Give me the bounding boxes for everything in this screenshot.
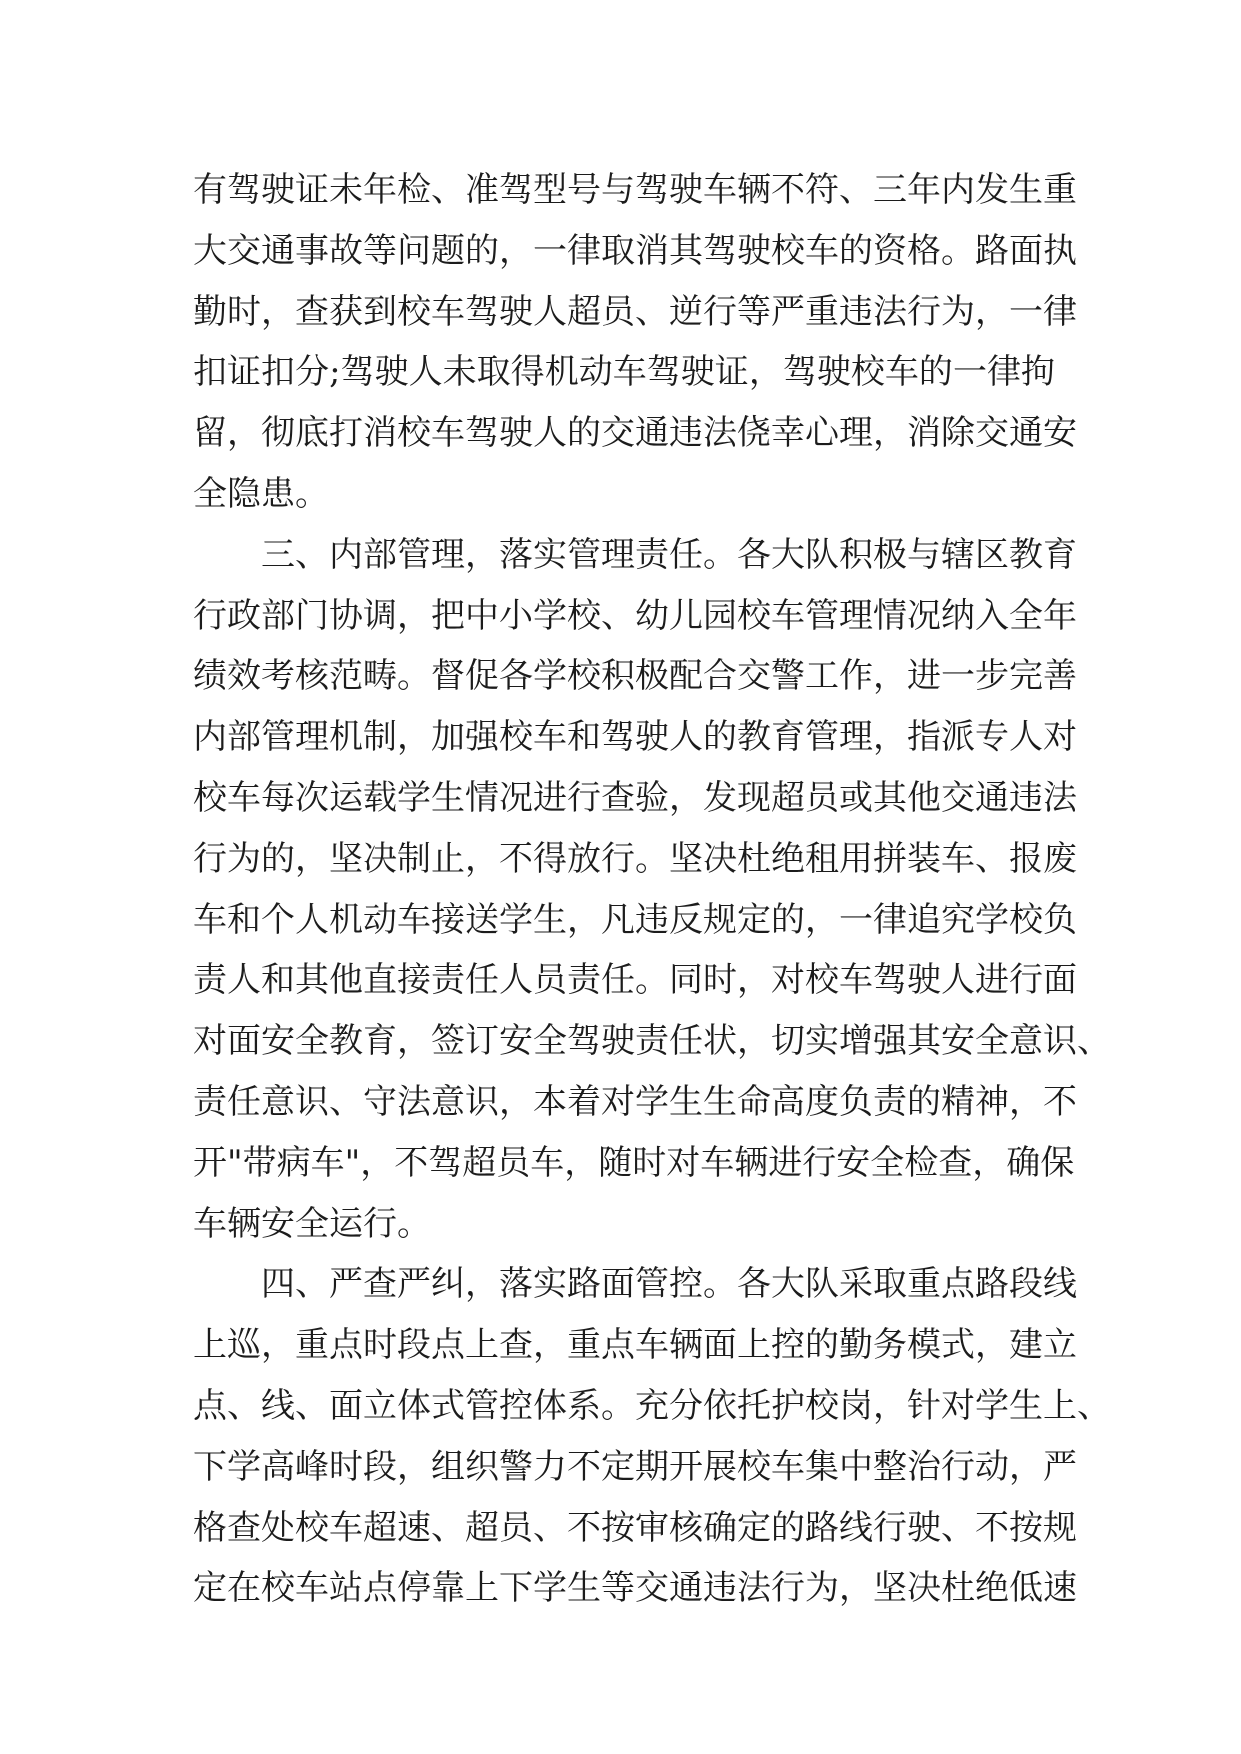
paragraph-internal-management: [193, 525, 1111, 1255]
text-line: 全隐患。: [193, 473, 329, 514]
text-line: 定在校车站点停靠上下学生等交通违法行为，坚决杜绝低速: [193, 1568, 1077, 1609]
text-line: 责任意识、守法意识，本着对学生生命高度负责的精神，不: [193, 1081, 1077, 1122]
document-body: [193, 160, 1111, 1619]
paragraph-heading-line: 三、内部管理，落实管理责任。各大队积极与辖区教育: [261, 534, 1077, 575]
text-line: 内部管理机制，加强校车和驾驶人的教育管理，指派专人对: [193, 717, 1077, 758]
text-line: 大交通事故等问题的，一律取消其驾驶校车的资格。路面执: [193, 230, 1077, 271]
text-line: 有驾驶证未年检、准驾型号与驾驶车辆不符、三年内发生重: [193, 170, 1077, 210]
text-line: 上巡，重点时段点上查，重点车辆面上控的勤务模式，建立: [193, 1325, 1077, 1366]
paragraph-heading-line: 四、严查严纠，落实路面管控。各大队采取重点路段线: [261, 1264, 1077, 1305]
text-line: 校车每次运载学生情况进行查验，发现超员或其他交通违法: [193, 777, 1077, 818]
text-line: 车辆安全运行。: [193, 1203, 431, 1244]
text-line: 扣证扣分;驾驶人未取得机动车驾驶证，驾驶校车的一律拘: [193, 352, 1055, 393]
text-line: 格查处校车超速、超员、不按审核确定的路线行驶、不按规: [193, 1507, 1077, 1548]
text-line: 对面安全教育，签订安全驾驶责任状，切实增强其安全意识、: [193, 1021, 1111, 1062]
text-line: 下学高峰时段，组织警力不定期开展校车集中整治行动，严: [193, 1446, 1077, 1487]
text-line: 行政部门协调，把中小学校、幼儿园校车管理情况纳入全年: [193, 595, 1077, 636]
text-line: 责人和其他直接责任人员责任。同时，对校车驾驶人进行面: [193, 960, 1077, 1001]
text-line: 留，彻底打消校车驾驶人的交通违法侥幸心理，消除交通安: [193, 413, 1077, 454]
paragraph-strict-inspection: [193, 1254, 1111, 1619]
text-line: 点、线、面立体式管控体系。充分依托护校岗，针对学生上、: [193, 1385, 1111, 1426]
text-line: 勤时，查获到校车驾驶人超员、逆行等严重违法行为，一律: [193, 291, 1077, 332]
text-line: 开"带病车"，不驾超员车，随时对车辆进行安全检查，确保: [193, 1142, 1075, 1183]
text-line: 行为的，坚决制止，不得放行。坚决杜绝租用拼装车、报废: [193, 838, 1077, 879]
paragraph-continued: [193, 160, 1077, 525]
text-line: 绩效考核范畴。督促各学校积极配合交警工作，进一步完善: [193, 656, 1077, 697]
text-line: 车和个人机动车接送学生，凡违反规定的，一律追究学校负: [193, 899, 1077, 940]
